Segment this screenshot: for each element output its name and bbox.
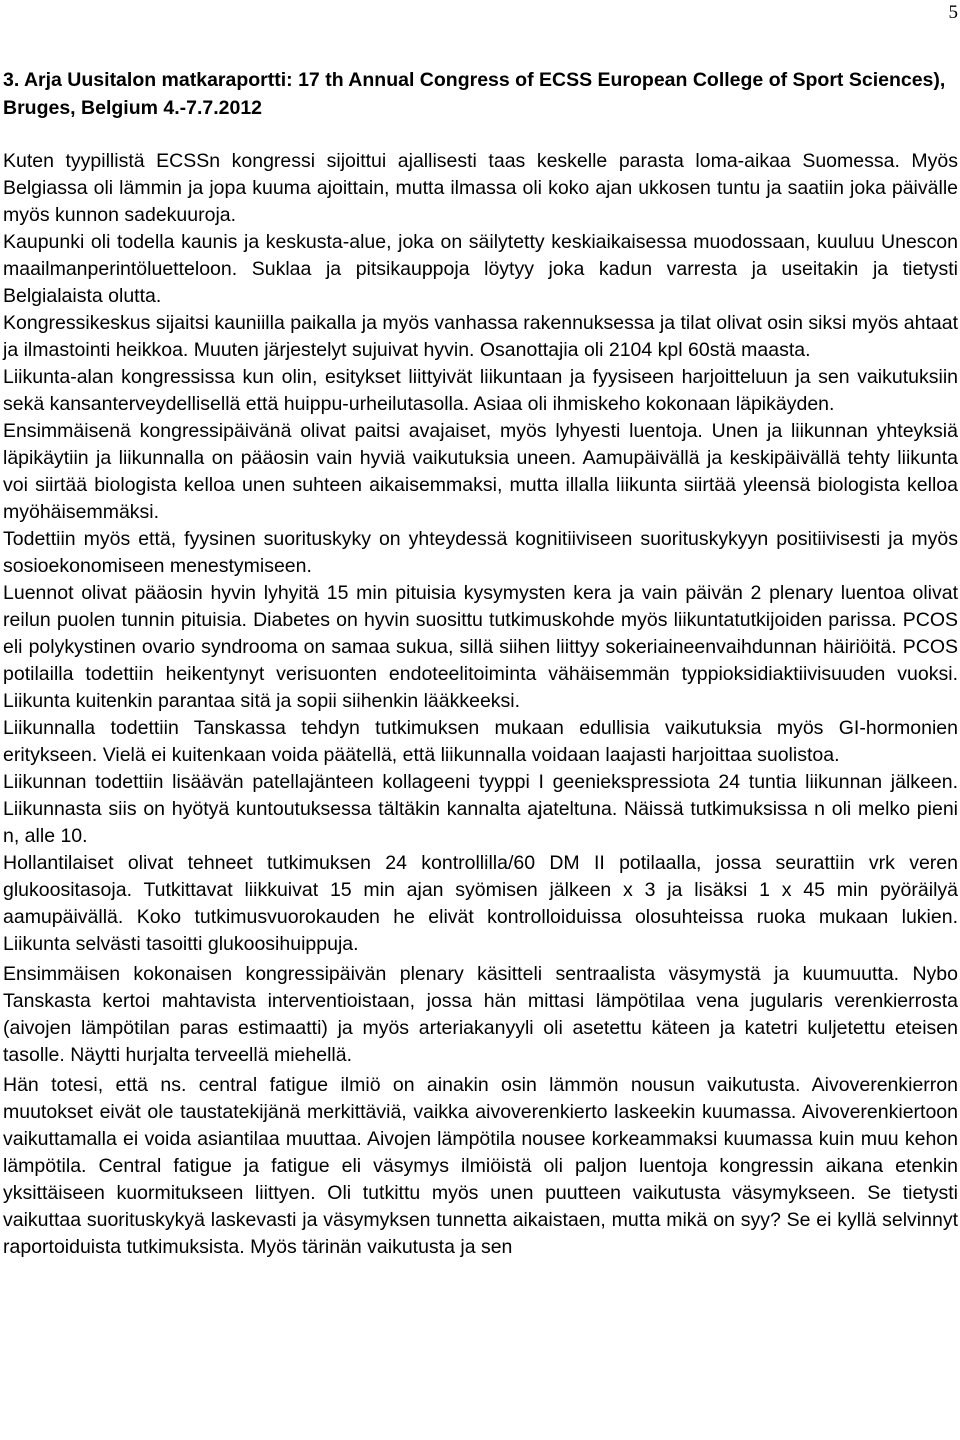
page-number: 5 <box>948 2 958 23</box>
paragraph: Kongressikeskus sijaitsi kauniilla paikalla ja myös vanhassa rakennuksessa ja tilat olivat osin siksi myös ahtaat ja ilmastointi heikkoa. Muuten järjestelyt sujuivat hyvin. Osanottajia oli 2104 kpl 60stä maasta. <box>3 312 958 361</box>
paragraph: Kaupunki oli todella kaunis ja keskusta-alue, joka on säilytetty keskiaikaisessa muodossaan, kuuluu Unescon maailmanperintöluetteloon. Suklaa ja pitsikauppoja löytyy joka kadun varresta ja useitakin ja tietysti Belgialaista olutta. <box>3 231 958 307</box>
paragraph: Ensimmäisen kokonaisen kongressipäivän plenary käsitteli sentraalista väsymystä ja kuumuutta. Nybo Tanskasta kertoi mahtavista interventioistaan, jossa hän mittasi lämpötilaa vena jugularis verenkierrosta (aivojen lämpötilan paras estimaatti) ja myös arteriakanyyli oli asetettu käteen ja katetri kuljetettu eteisen tasolle. Näytti hurjalta terveellä miehellä. <box>3 963 958 1066</box>
paragraph: Hän totesi, että ns. central fatigue ilmiö on ainakin osin lämmön nousun vaikutusta. Aivoverenkierron muutokset eivät ole taustatekijänä merkittäviä, vaikka aivoverenkierto laskeekin kuumassa. Aivoverenkiertoon vaikuttamalla ei voida asiantilaa muuttaa. Aivojen lämpötila nousee korkeammaksi kuumassa kuin muu kehon lämpötila. Central fatigue ja fatigue eli väsymys ilmiöistä oli paljon luentoja kongressin aikana etenkin yksittäiseen kuormitukseen liittyen. Oli tutkittu myös unen puutteen vaikutusta väsymykseen. Se tietysti vaikuttaa suorituskykyä laskevasti ja väsymyksen tunnetta aikaistaen, mutta mikä on syy? Se ei kyllä selvinnyt raportoiduista tutkimuksista. Myös tärinän vaikutusta ja sen <box>3 1074 958 1258</box>
paragraph: Liikunta-alan kongressissa kun olin, esitykset liittyivät liikuntaan ja fyysiseen harjoitteluun ja sen vaikutuksiin sekä kansanterveydellisellä että huippu-urheilutasolla. Asiaa oli ihmiskeho kokonaan läpikäyden. <box>3 366 958 415</box>
paragraph: Liikunnalla todettiin Tanskassa tehdyn tutkimuksen mukaan edullisia vaikutuksia myös GI-hormonien eritykseen. Vielä ei kuitenkaan voida päätellä, että liikunnalla voidaan laajasti harjoittaa suolistoa. <box>3 717 958 766</box>
report-text <box>3 148 958 1261</box>
paragraph: Liikunnan todettiin lisäävän patellajänteen kollageeni tyyppi I geeniekspressiota 24 tuntia liikunnan jälkeen. Liikunnasta siis on hyötyä kuntoutuksessa tältäkin kannalta ajateltuna. Näissä tutkimuksissa n oli melko pieni n, alle 10. <box>3 771 958 847</box>
paragraph: Hollantilaiset olivat tehneet tutkimuksen 24 kontrollilla/60 DM II potilaalla, jossa seurattiin vrk veren glukoositasoja. Tutkittavat liikkuivat 15 min ajan syömisen jälkeen x 3 ja lisäksi 1 x 45 min pyöräilyä aamupäivällä. Koko tutkimusvuorokauden he elivät kontrolloiduissa olosuhteissa ruoka mukaan lukien. Liikunta selvästi tasoitti glukoosihuippuja. <box>3 852 958 955</box>
paragraph: Todettiin myös että, fyysinen suorituskyky on yhteydessä kognitiiviseen suorituskykyyn positiivisesti ja myös sosioekonomiseen menestymiseen. <box>3 528 958 577</box>
document-body <box>3 66 958 1261</box>
section-heading: 3. Arja Uusitalon matkaraportti: 17 th Annual Congress of ECSS European College of Sport Sciences), Bruges, Belgium 4.-7.7.2012 <box>3 69 946 119</box>
paragraph: Luennot olivat pääosin hyvin lyhyitä 15 min pituisia kysymysten kera ja vain päivän 2 plenary luentoa olivat reilun puolen tunnin pituisia. Diabetes on hyvin suosittu tutkimuskohde myös liikuntatutkijoiden parissa. PCOS eli polykystinen ovario syndrooma on samaa sukua, sillä siihen liittyy sokeriaineenvaihdunnan häiriöitä. PCOS potilailla todettiin heikentynyt verisuonten endoteelitoiminta vähäisemmän typpioksidiaktiivisuuden vuoksi. Liikunta kuitenkin parantaa sitä ja sopii siihenkin lääkkeeksi. <box>3 582 958 712</box>
paragraph: Ensimmäisenä kongressipäivänä olivat paitsi avajaiset, myös lyhyesti luentoja. Unen ja liikunnan yhteyksiä läpikäytiin ja liikunnalla on pääosin vain hyviä vaikutuksia uneen. Aamupäivällä ja keskipäivällä tehty liikunta voi siirtää biologista kelloa unen suhteen aikaisemmaksi, mutta illalla liikunta siirtää yleensä biologista kelloa myöhäisemmäksi. <box>3 420 958 523</box>
paragraph: Kuten tyypillistä ECSSn kongressi sijoittui ajallisesti taas keskelle parasta loma-aikaa Suomessa. Myös Belgiassa oli lämmin ja jopa kuuma ajoittain, mutta ilmassa oli koko ajan ukkosen tuntu ja saatiin joka päivälle myös kunnon sadekuuroja. <box>3 150 958 226</box>
